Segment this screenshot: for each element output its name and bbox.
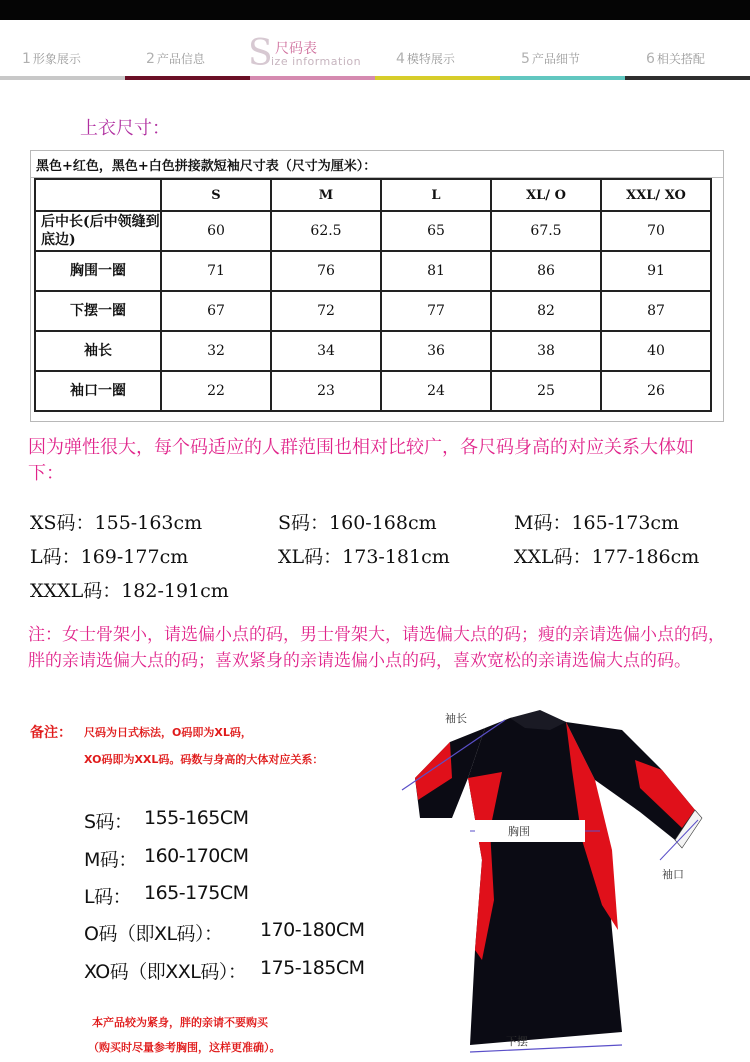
row-header: 下摆一圈 bbox=[35, 291, 161, 331]
table-cell: 67.5 bbox=[491, 211, 601, 251]
tab-product-info[interactable] bbox=[146, 50, 205, 67]
table-cell: 22 bbox=[161, 371, 271, 411]
column-header: M bbox=[271, 179, 381, 211]
table-cell: 87 bbox=[601, 291, 711, 331]
tab-number: 1 bbox=[22, 51, 31, 67]
garment-diagram bbox=[390, 700, 750, 1062]
table-row bbox=[35, 291, 711, 331]
top-black-bar bbox=[0, 0, 750, 20]
jp-size-row bbox=[84, 882, 249, 909]
remark-label: 备注： bbox=[30, 725, 72, 741]
column-header: XL/ O bbox=[491, 179, 601, 211]
table-cell: 65 bbox=[381, 211, 491, 251]
section-title: 上衣尺寸： bbox=[80, 118, 170, 139]
height-size-item: XXXL码：182-191cm bbox=[30, 580, 229, 602]
remark-line: 尺码为日式标法，O码即为XL码， bbox=[84, 726, 252, 739]
height-size-item: XS码：155-163cm bbox=[30, 512, 203, 534]
jp-size-range: 170-180CM bbox=[260, 919, 365, 941]
jp-size-row bbox=[84, 919, 365, 946]
jp-size-row bbox=[84, 845, 249, 872]
jp-size-row bbox=[84, 807, 249, 834]
tab-number: 2 bbox=[146, 51, 155, 67]
table-cell: 67 bbox=[161, 291, 271, 331]
table-row bbox=[35, 371, 711, 411]
size-table-frame bbox=[30, 150, 724, 422]
tab-label: 产品信息 bbox=[156, 52, 205, 66]
table-row bbox=[35, 331, 711, 371]
table-corner-cell bbox=[35, 179, 161, 211]
table-cell: 86 bbox=[491, 251, 601, 291]
jp-size-row bbox=[84, 957, 365, 984]
table-row bbox=[35, 211, 711, 251]
row-header: 袖长 bbox=[35, 331, 161, 371]
hem-measure-line bbox=[470, 1045, 622, 1052]
fit-note: 注：女士骨架小，请选偏小点的码，男士骨架大，请选偏大点的码；瘦的亲请选偏小点的码，胖的亲请选偏大点的码；喜欢紧身的亲请选偏小点的码，喜欢宽松的亲请选偏大点的码。 bbox=[28, 625, 725, 671]
section-nav bbox=[0, 30, 750, 80]
tab-underline bbox=[500, 76, 625, 80]
table-cell: 62.5 bbox=[271, 211, 381, 251]
table-cell: 81 bbox=[381, 251, 491, 291]
tab-product-details[interactable] bbox=[521, 50, 580, 67]
height-size-item: S码：160-168cm bbox=[278, 512, 437, 534]
jp-size-range: 165-175CM bbox=[144, 882, 249, 904]
table-cell: 72 bbox=[271, 291, 381, 331]
height-size-item: L码：169-177cm bbox=[30, 546, 189, 568]
tab-label: 模特展示 bbox=[406, 52, 455, 66]
column-header: XXL/ XO bbox=[601, 179, 711, 211]
chest-label: 胸围 bbox=[508, 825, 530, 838]
size-logo-letter: S bbox=[248, 33, 273, 74]
table-cell: 26 bbox=[601, 371, 711, 411]
table-cell: 76 bbox=[271, 251, 381, 291]
tab-image-display[interactable] bbox=[22, 50, 81, 67]
tab-subtitle: ize information bbox=[271, 55, 362, 68]
tab-label: 形象展示 bbox=[32, 52, 81, 66]
tab-underline bbox=[125, 76, 250, 80]
table-cell: 36 bbox=[381, 331, 491, 371]
column-header: L bbox=[381, 179, 491, 211]
jp-size-range: 155-165CM bbox=[144, 807, 249, 829]
table-row bbox=[35, 251, 711, 291]
table-cell: 23 bbox=[271, 371, 381, 411]
height-size-item: XL码：173-181cm bbox=[278, 546, 450, 568]
jp-size-label: S码： bbox=[84, 811, 133, 833]
tab-related-matching[interactable] bbox=[646, 50, 705, 67]
table-cell: 60 bbox=[161, 211, 271, 251]
tab-underline bbox=[0, 76, 125, 80]
hem-label: 下摆 bbox=[506, 1035, 528, 1048]
row-header: 胸围一圈 bbox=[35, 251, 161, 291]
jp-size-range: 160-170CM bbox=[144, 845, 249, 867]
table-cell: 25 bbox=[491, 371, 601, 411]
cuff-label: 袖口 bbox=[662, 868, 684, 881]
table-cell: 40 bbox=[601, 331, 711, 371]
table-cell: 82 bbox=[491, 291, 601, 331]
table-cell: 38 bbox=[491, 331, 601, 371]
tab-label: 产品细节 bbox=[531, 52, 580, 66]
warning-line: 本产品较为紧身，胖的亲请不要购买 bbox=[92, 1016, 268, 1029]
jp-size-label: M码： bbox=[84, 849, 137, 871]
tab-underline bbox=[625, 76, 750, 80]
table-cell: 71 bbox=[161, 251, 271, 291]
sleeve-length-label: 袖长 bbox=[445, 712, 467, 725]
row-header: 后中长(后中领缝到底边) bbox=[35, 211, 161, 251]
elastic-note: 因为弹性很大，每个码适应的人群范围也相对比较广，各尺码身高的对应关系大体如下： bbox=[28, 437, 694, 484]
table-cell: 24 bbox=[381, 371, 491, 411]
height-size-item: XXL码：177-186cm bbox=[514, 546, 700, 568]
table-cell: 70 bbox=[601, 211, 711, 251]
table-header-row bbox=[35, 179, 711, 211]
size-table-caption: 黑色+红色，黑色+白色拼接款短袖尺寸表（尺寸为厘米）： bbox=[36, 159, 377, 174]
chest-label-box bbox=[475, 820, 585, 842]
remark-line: XO码即为XXL码。码数与身高的大体对应关系： bbox=[84, 753, 324, 766]
jp-size-label: L码： bbox=[84, 886, 132, 908]
tab-label: 相关搭配 bbox=[656, 52, 705, 66]
table-cell: 77 bbox=[381, 291, 491, 331]
table-cell: 32 bbox=[161, 331, 271, 371]
warning-line: （购买时尽量参考胸围，这样更准确）。 bbox=[88, 1041, 281, 1054]
jp-size-label: XO码（即XXL码）： bbox=[84, 961, 247, 983]
tab-number: 6 bbox=[646, 51, 655, 67]
column-header: S bbox=[161, 179, 271, 211]
size-table bbox=[34, 178, 712, 412]
tab-underline bbox=[250, 76, 375, 80]
tab-model-display[interactable] bbox=[396, 50, 455, 67]
table-cell: 91 bbox=[601, 251, 711, 291]
tab-number: 5 bbox=[521, 51, 530, 67]
jp-size-range: 175-185CM bbox=[260, 957, 365, 979]
tab-label: 尺码表 bbox=[275, 41, 317, 57]
row-header: 袖口一圈 bbox=[35, 371, 161, 411]
table-cell: 34 bbox=[271, 331, 381, 371]
jp-size-label: O码（即XL码）： bbox=[84, 923, 223, 945]
tab-underline bbox=[375, 76, 500, 80]
tab-number: 4 bbox=[396, 51, 405, 67]
height-size-item: M码：165-173cm bbox=[514, 512, 680, 534]
